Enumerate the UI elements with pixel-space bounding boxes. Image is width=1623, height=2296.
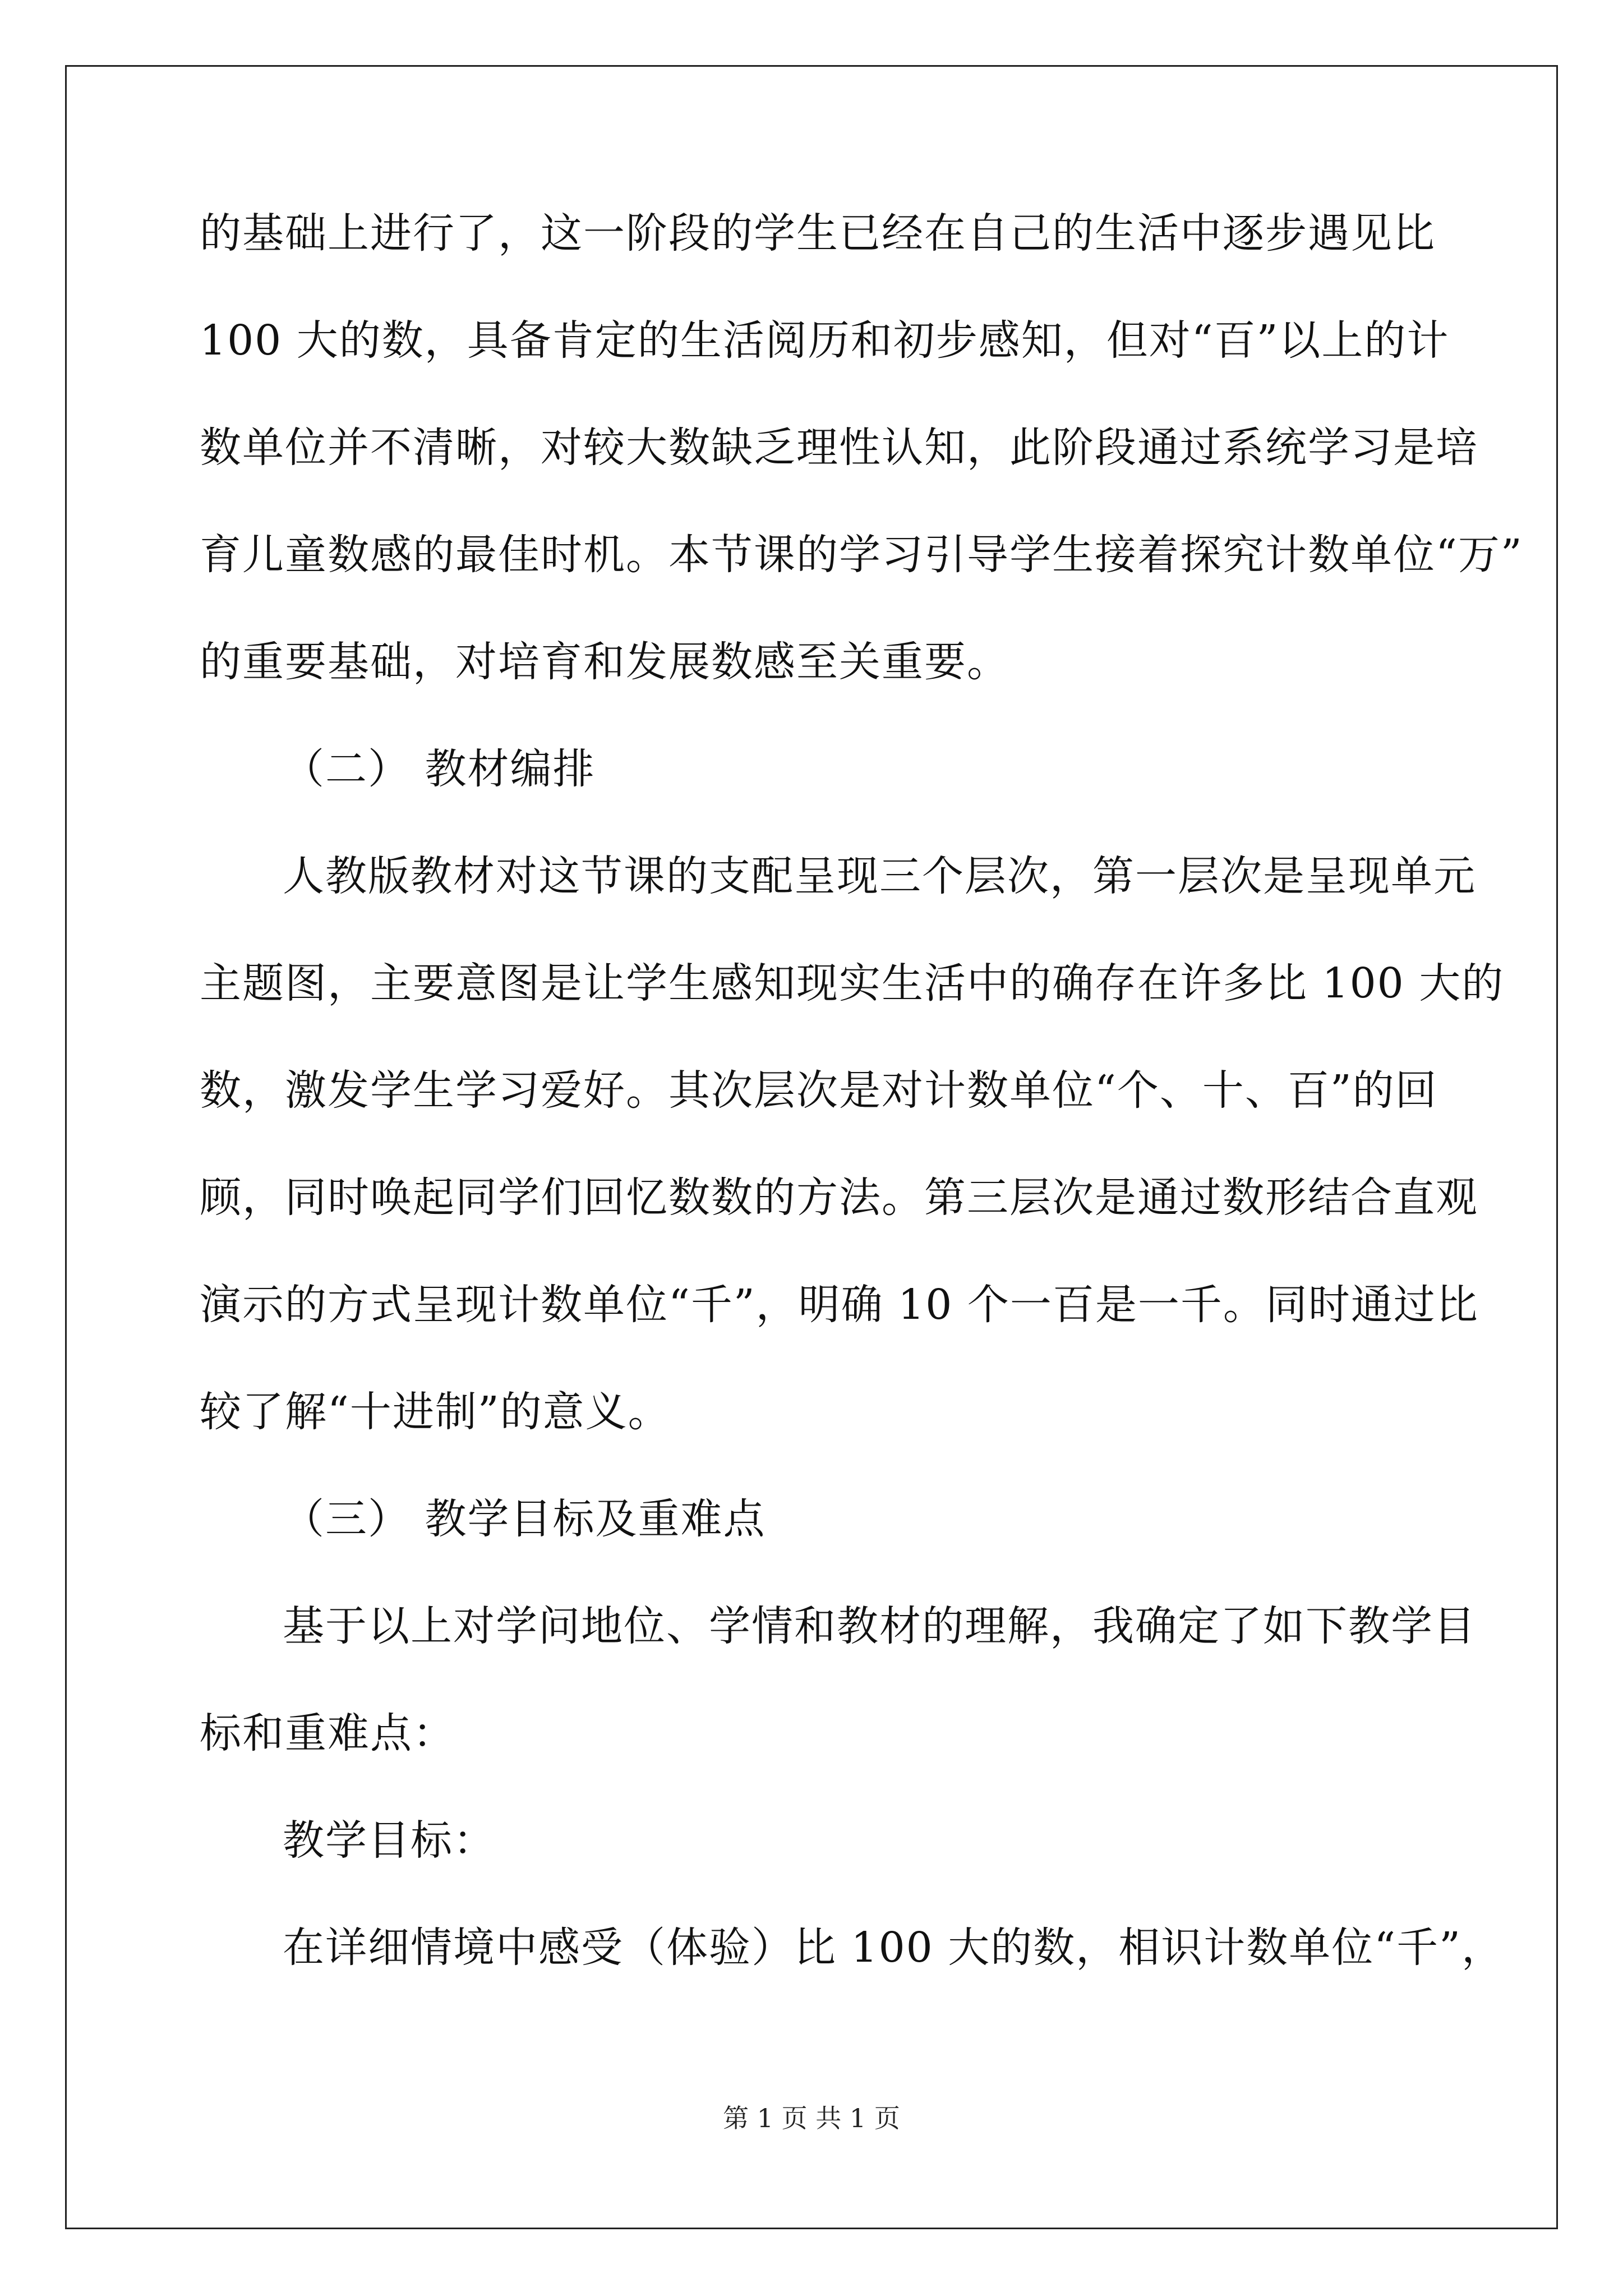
document-body [200,202,1523,2023]
paragraph-line: 数单位并不清晰，对较大数缺乏理性认知，此阶段通过系统学习是培 [200,424,1478,472]
paragraph-line: 人教版教材对这节课的支配呈现三个层次，第一层次是呈现单元 [283,852,1476,900]
paragraph-line: 顾，同时唤起同学们回忆数数的方法。第三层次是通过数形结合直观 [200,1174,1478,1222]
paragraph-line: 的重要基础，对培育和发展数感至关重要。 [200,638,1009,686]
section-heading: （二） 教材编排 [283,745,596,793]
paragraph-line: 教学目标： [283,1816,496,1865]
paragraph-line: 基于以上对学问地位、学情和教材的理解，我确定了如下教学目 [283,1602,1476,1650]
paragraph-line: 的基础上进行了，这一阶段的学生已经在自己的生活中逐步遇见比 [200,209,1436,257]
paragraph-line: 标和重难点： [200,1709,455,1757]
paragraph-line: 演示的方式呈现计数单位“千”，明确 10 个一百是一千。同时通过比 [200,1281,1479,1329]
paragraph-line: 在详细情境中感受（体验）比 100 大的数，相识计数单位“千”， [283,1924,1504,1972]
paragraph-line: 育儿童数感的最佳时机。本节课的学习引导学生接着探究计数单位“万” [200,531,1523,579]
paragraph-line: 较了解“十进制”的意义。 [200,1388,671,1436]
paragraph-line: 主题图，主要意图是让学生感知现实生活中的确存在许多比 100 大的 [200,959,1505,1007]
paragraph-line: 100 大的数，具备肯定的生活阅历和初步感知，但对“百”以上的计 [200,316,1450,365]
page-footer: 第 1 页 共 1 页 [723,2103,900,2133]
section-heading: （三） 教学目标及重难点 [283,1495,766,1543]
paragraph-line: 数，激发学生学习爱好。其次层次是对计数单位“个、十、百”的回 [200,1066,1438,1115]
